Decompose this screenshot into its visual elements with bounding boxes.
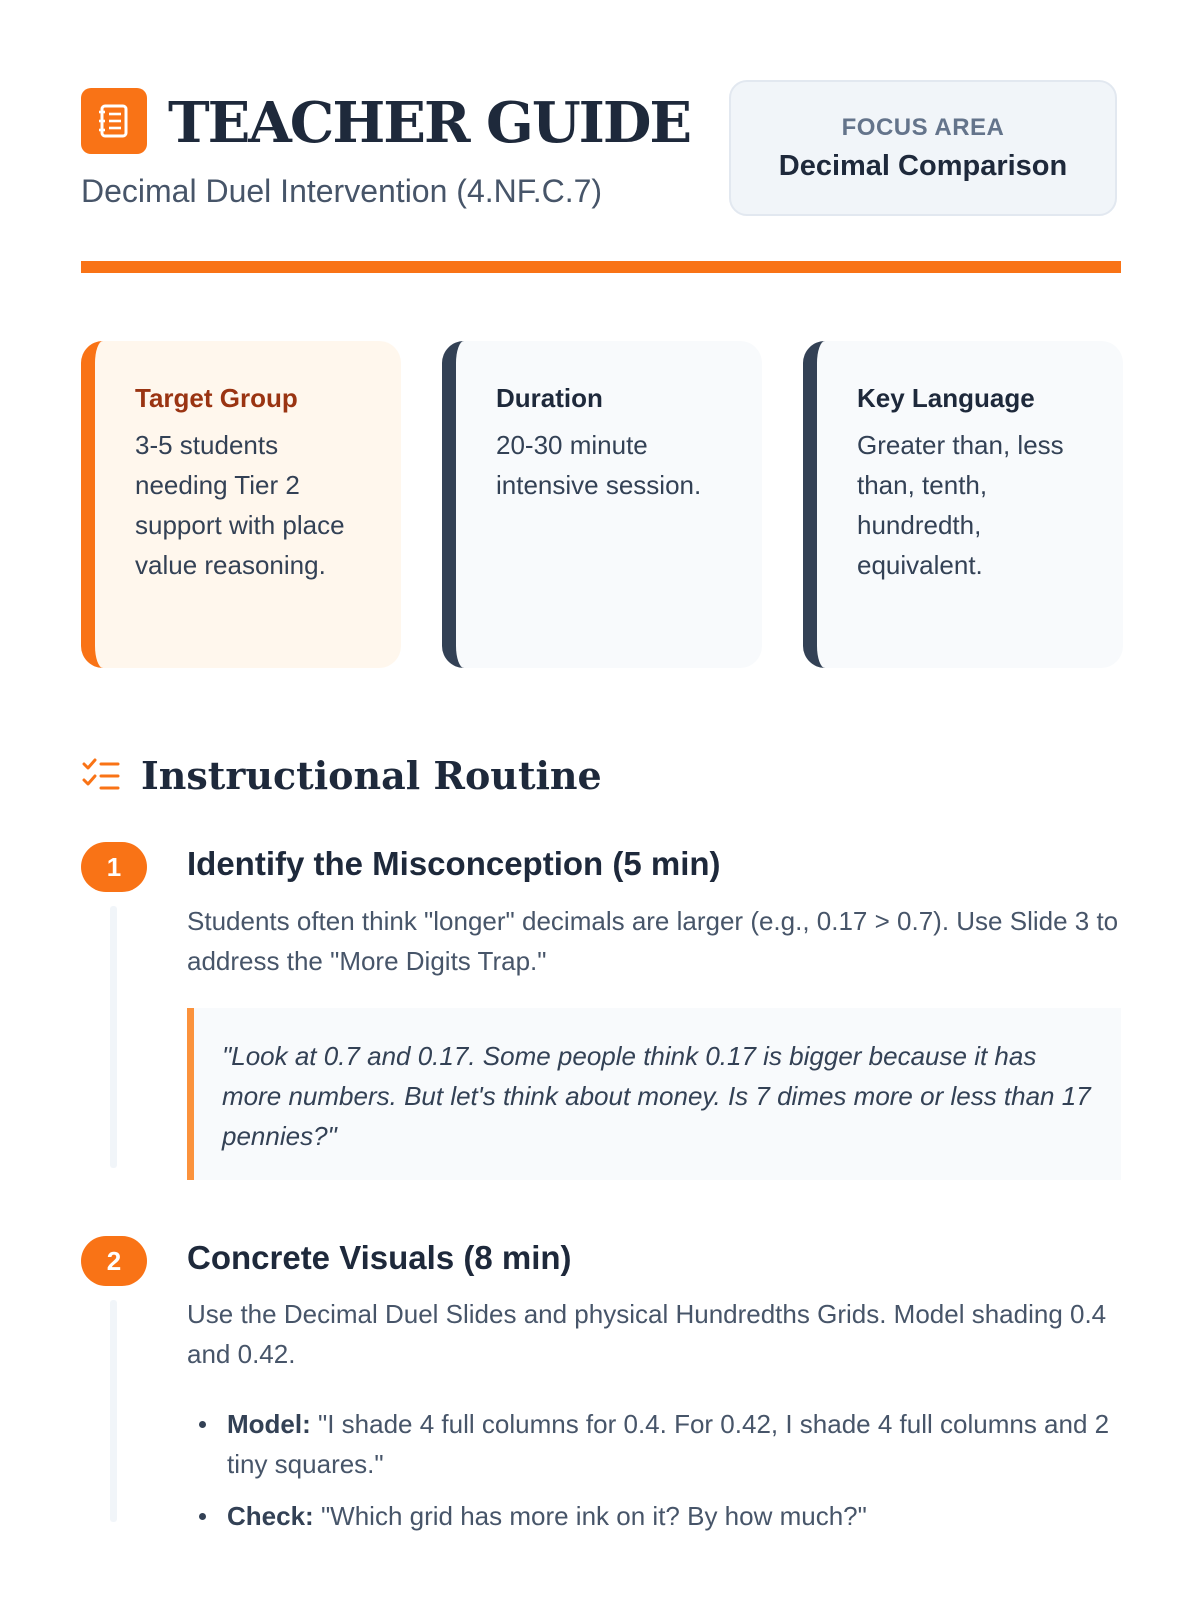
card-text: 3-5 students needing Tier 2 support with place value reasoning.: [135, 430, 345, 580]
bullet-label: Model:: [227, 1409, 311, 1439]
card-text: 20-30 minute intensive session.: [496, 430, 702, 500]
step-number-badge: 2: [81, 1236, 147, 1286]
focus-area-label: FOCUS AREA: [841, 114, 1005, 141]
section-title: Instructional Routine: [141, 753, 602, 798]
card-title: Duration: [496, 383, 603, 413]
bullet-text: "Which grid has more ink on it? By how much?": [320, 1501, 867, 1531]
focus-area-box: [729, 80, 1117, 216]
notebook-icon: [81, 88, 147, 154]
page-subtitle: Decimal Duel Intervention (4.NF.C.7): [81, 173, 603, 209]
step-title: Identify the Misconception (5 min): [187, 845, 721, 882]
step-title: Concrete Visuals (8 min): [187, 1239, 572, 1276]
step-bullet-list: [187, 1404, 1121, 1548]
page-title: TEACHER GUIDE: [168, 90, 691, 156]
step-number-badge: 1: [81, 842, 147, 892]
focus-area-value: Decimal Comparison: [778, 150, 1068, 182]
card-title: Target Group: [135, 383, 298, 413]
duration-card: [442, 341, 762, 668]
header-divider: [81, 261, 1121, 273]
teacher-script-quote: "Look at 0.7 and 0.17. Some people think 0.17 is bigger because it has more numbers. But let's think about money. Is 7 dimes more or less than 17 pennies?": [187, 1008, 1121, 1180]
guide-header: [81, 80, 1121, 220]
checklist-icon: [81, 756, 121, 796]
key-language-card: [803, 341, 1123, 668]
card-text: Greater than, less than, tenth, hundredth, equivalent.: [857, 430, 1064, 580]
target-group-card: [81, 341, 401, 668]
step-description: Students often think "longer" decimals are larger (e.g., 0.17 > 0.7). Use Slide 3 to address the "More Digits Trap.": [187, 906, 1119, 976]
list-item: [187, 1496, 1121, 1536]
step-description: Use the Decimal Duel Slides and physical Hundredths Grids. Model shading 0.4 and 0.42.: [187, 1299, 1107, 1369]
bullet-text: "I shade 4 full columns for 0.4. For 0.42, I shade 4 full columns and 2 tiny squares.": [227, 1409, 1110, 1479]
card-title: Key Language: [857, 383, 1035, 413]
list-item: [187, 1404, 1121, 1484]
step-timeline: [110, 1300, 117, 1522]
bullet-label: Check:: [227, 1501, 314, 1531]
step-timeline: [110, 906, 117, 1168]
